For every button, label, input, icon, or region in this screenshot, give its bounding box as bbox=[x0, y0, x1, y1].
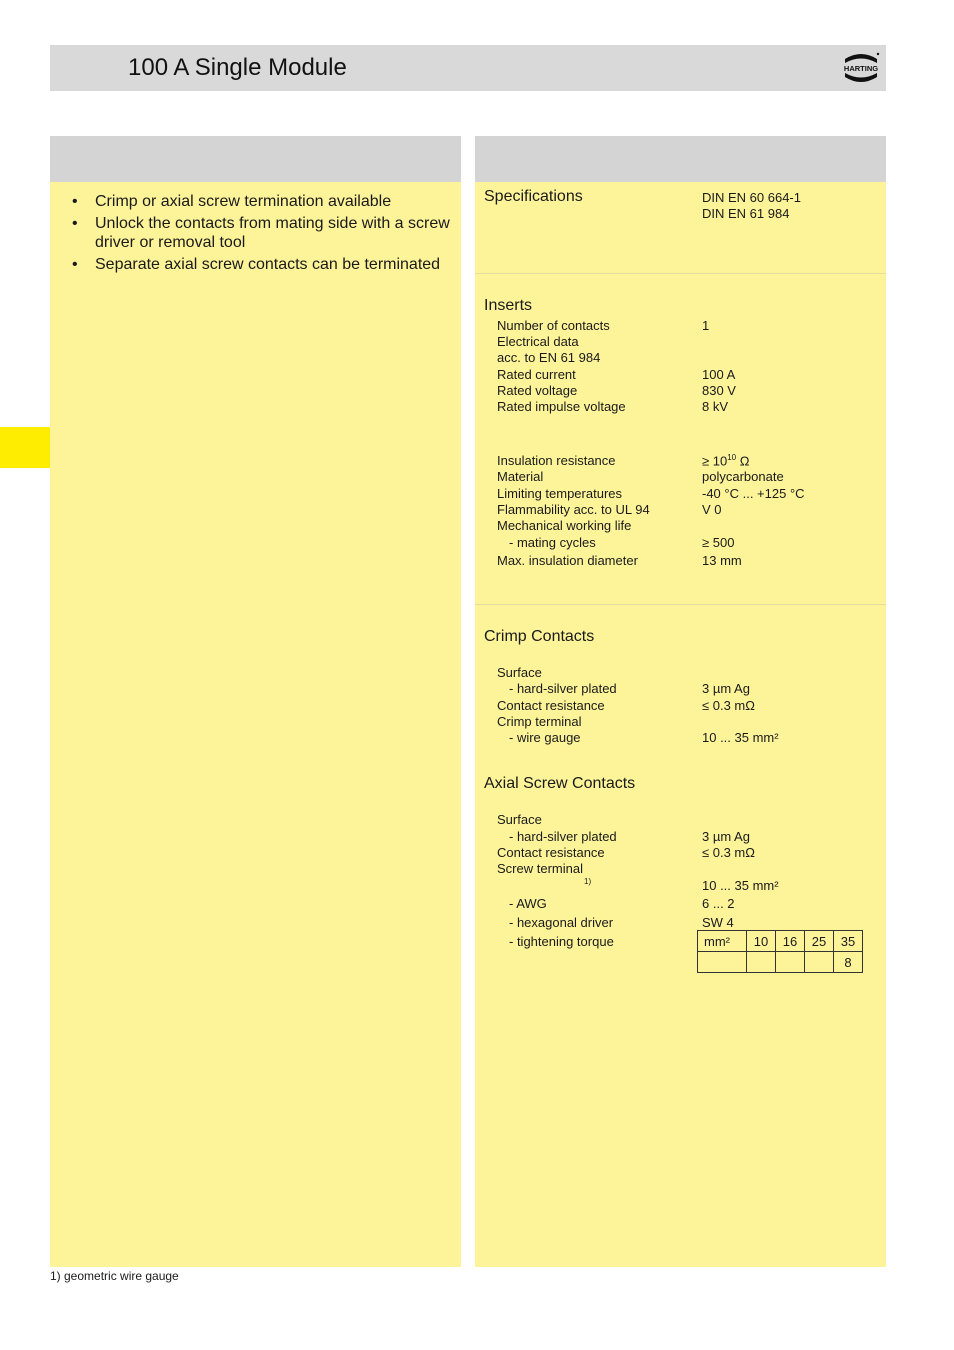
spec-value: -40 °C ... +125 °C bbox=[702, 486, 805, 501]
specs-panel-header bbox=[475, 136, 886, 182]
table-cell: mm² bbox=[698, 931, 747, 952]
table-cell: 16 bbox=[776, 931, 805, 952]
spec-label: Surface bbox=[497, 665, 542, 680]
spec-value: 3 µm Ag bbox=[702, 829, 750, 844]
bullet-icon: • bbox=[72, 256, 78, 273]
harting-logo bbox=[842, 50, 880, 86]
section-divider bbox=[475, 604, 886, 605]
inserts-heading: Inserts bbox=[484, 297, 533, 314]
spec-value: 830 V bbox=[702, 383, 736, 398]
spec-label: Surface bbox=[497, 812, 542, 827]
features-panel-header bbox=[50, 136, 461, 182]
spec-value: 10 ... 35 mm² bbox=[702, 730, 779, 745]
table-cell bbox=[747, 952, 776, 973]
spec-label: - wire gauge bbox=[509, 730, 581, 745]
table-cell: 8 bbox=[834, 952, 863, 973]
table-cell: 25 bbox=[805, 931, 834, 952]
table-cell: 10 bbox=[747, 931, 776, 952]
spec-label: Limiting temperatures bbox=[497, 486, 622, 501]
spec-value: ≥ 500 bbox=[702, 535, 735, 550]
bullet-icon: • bbox=[72, 193, 78, 210]
spec-label: Insulation resistance bbox=[497, 453, 616, 468]
crimp-contacts-heading: Crimp Contacts bbox=[484, 628, 595, 645]
spec-label: Max. insulation diameter bbox=[497, 553, 638, 568]
list-item: • Separate axial screw contacts can be terminated bbox=[72, 256, 441, 273]
spec-value: 10 ... 35 mm² bbox=[702, 878, 779, 893]
torque-table bbox=[697, 930, 863, 973]
section-divider bbox=[475, 273, 886, 274]
spec-label: - mating cycles bbox=[509, 535, 596, 550]
spec-label: - AWG bbox=[509, 896, 547, 911]
spec-label: Contact resistance bbox=[497, 845, 605, 860]
spec-value: ≤ 0.3 mΩ bbox=[702, 698, 755, 713]
spec-value: ≤ 0.3 mΩ bbox=[702, 845, 755, 860]
side-tab-marker bbox=[0, 427, 50, 468]
list-item: • Unlock the contacts from mating side with a screw driver or removal tool bbox=[72, 215, 450, 251]
spec-value: SW 4 bbox=[702, 915, 734, 930]
spec-label: Rated impulse voltage bbox=[497, 399, 626, 414]
logo-text: HARTING bbox=[843, 64, 879, 73]
spec-value: 3 µm Ag bbox=[702, 681, 750, 696]
spec-label: Material bbox=[497, 469, 544, 484]
spec-label: - hard-silver plated bbox=[509, 829, 617, 844]
footnote-marker: 1) bbox=[584, 877, 592, 886]
axial-screw-heading: Axial Screw Contacts bbox=[484, 775, 636, 792]
list-item: • Crimp or axial screw termination available bbox=[72, 193, 392, 210]
footnote: 1) geometric wire gauge bbox=[50, 1269, 179, 1283]
page-title: 100 A Single Module bbox=[128, 54, 347, 81]
spec-value: DIN EN 61 984 bbox=[702, 206, 790, 221]
table-cell bbox=[698, 952, 747, 973]
spec-value: V 0 bbox=[702, 502, 722, 517]
specifications-heading: Specifications bbox=[484, 188, 583, 205]
spec-label: - tightening torque bbox=[509, 934, 614, 949]
spec-value: DIN EN 60 664-1 bbox=[702, 190, 801, 205]
spec-label: Mechanical working life bbox=[497, 518, 632, 533]
bullet-icon: • bbox=[72, 215, 78, 232]
spec-value: ≥ $10^{10}$ Ω bbox=[702, 453, 750, 469]
spec-label: Contact resistance bbox=[497, 698, 605, 713]
spec-label: acc. to EN 61 984 bbox=[497, 350, 601, 365]
title-bar bbox=[50, 45, 886, 91]
table-cell bbox=[805, 952, 834, 973]
spec-label: Screw terminal bbox=[497, 861, 583, 876]
spec-value: 13 mm bbox=[702, 553, 742, 568]
spec-value: 100 A bbox=[702, 367, 736, 382]
table-cell: 35 bbox=[834, 931, 863, 952]
spec-value: 1 bbox=[702, 318, 710, 333]
spec-value: 8 kV bbox=[702, 399, 729, 414]
spec-label: Crimp terminal bbox=[497, 714, 582, 729]
spec-label: Flammability acc. to UL 94 bbox=[497, 502, 650, 517]
spec-label: - hexagonal driver bbox=[509, 915, 614, 930]
spec-label: Rated current bbox=[497, 367, 576, 382]
spec-label: - hard-silver plated bbox=[509, 681, 617, 696]
table-row bbox=[698, 931, 863, 952]
spec-label: Rated voltage bbox=[497, 383, 578, 398]
spec-value: polycarbonate bbox=[702, 469, 784, 484]
table-row bbox=[698, 952, 863, 973]
spec-value: 6 ... 2 bbox=[702, 896, 735, 911]
feature-list bbox=[50, 192, 461, 277]
table-cell bbox=[776, 952, 805, 973]
features-panel bbox=[50, 136, 461, 1267]
spec-label: Electrical data bbox=[497, 334, 579, 349]
spec-label: Number of contacts bbox=[497, 318, 610, 333]
